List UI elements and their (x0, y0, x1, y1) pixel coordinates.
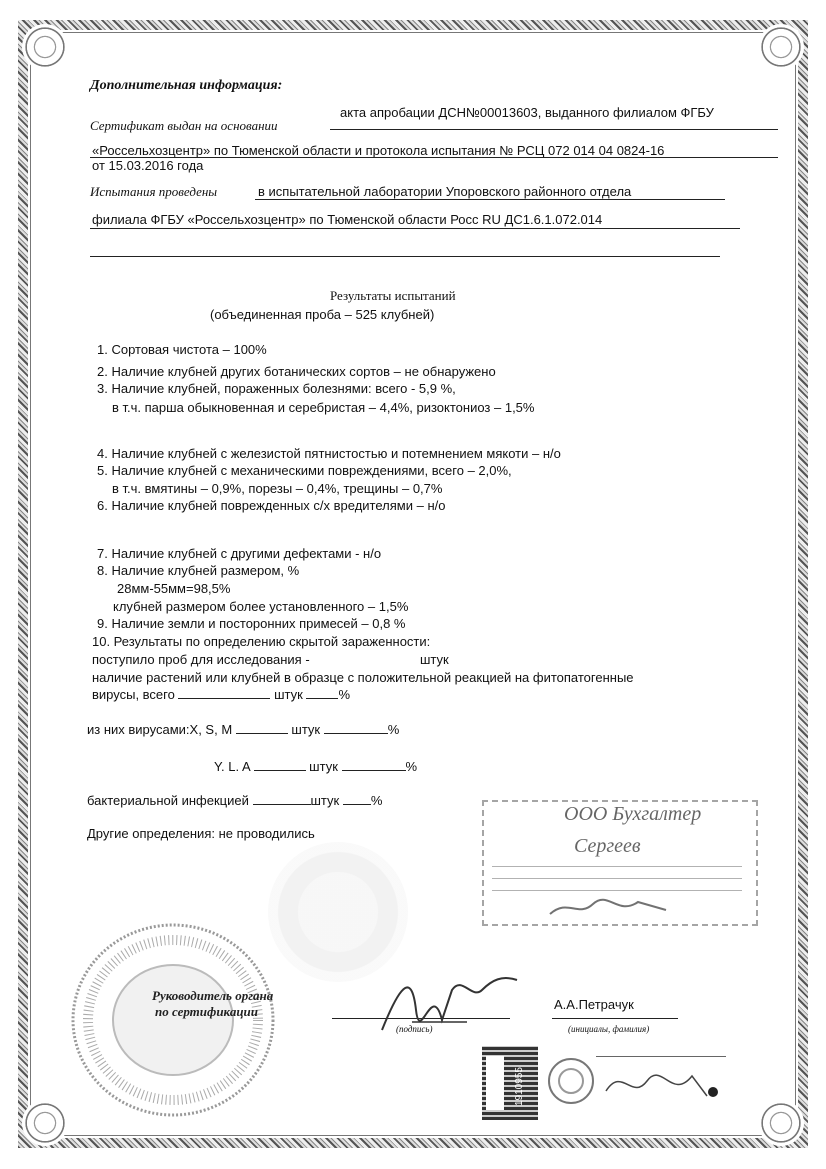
signature-caption: (подпись) (396, 1024, 433, 1034)
stamp-handwriting-2: Сергеев (574, 835, 641, 857)
faint-seal (268, 842, 408, 982)
results-subtitle: (объединенная проба – 525 клубней) (210, 307, 435, 322)
item-3: 3. Наличие клубней, пораженных болезнями: всего - 5,9 %, (97, 381, 456, 396)
item-3-details: в т.ч. парша обыкновенная и серебристая – 4,4%, ризоктониоз – 1,5% (112, 400, 535, 415)
item-10-positive: наличие растений или клубней в образце с положительной реакцией на фитопатогенные (92, 670, 634, 685)
corner-ornament-icon (22, 24, 68, 70)
stamp-signature-icon (548, 896, 668, 920)
item-8-size: 28мм-55мм=98,5% (117, 581, 231, 596)
tests-label: Испытания проведены (90, 184, 218, 199)
organization-seal-icon (68, 920, 278, 1120)
serial-number: 1910955 (514, 1067, 525, 1106)
item-10-samples-unit: штук (420, 652, 449, 667)
cert-line-2: «Россельхозцентр» по Тюменской области и протокола испытания № РСЦ 072 014 04 0824-16 (92, 143, 665, 158)
results-title: Результаты испытаний (330, 288, 456, 303)
item-10: 10. Результаты по определению скрытой зараженности: (92, 634, 431, 649)
item-7: 7. Наличие клубней с другими дефектами - н/о (97, 546, 382, 561)
handwritten-signature-icon (372, 970, 522, 1040)
item-10-viruses-total: вирусы, всего штук % (92, 687, 351, 702)
registration-signature-icon (602, 1061, 712, 1111)
item-2: 2. Наличие клубней других ботанических сортов – не обнаружено (97, 364, 496, 379)
item-5: 5. Наличие клубней с механическими повреждениями, всего – 2,0%, (97, 463, 512, 478)
tests-line-1: в испытательной лаборатории Упоровского районного отдела (258, 184, 632, 199)
item-8: 8. Наличие клубней размером, % (97, 563, 300, 578)
stamp-handwriting-1: ООО Бухгалтер (564, 803, 702, 825)
signatory-name: А.А.Петрачук (554, 997, 634, 1012)
corner-ornament-icon (758, 24, 804, 70)
fill-line (90, 228, 740, 229)
signatory-role-line-1: Руководитель органа (152, 988, 274, 1003)
name-caption: (инициалы, фамилия) (568, 1024, 650, 1034)
item-5-details: в т.ч. вмятины – 0,9%, порезы – 0,4%, трещины – 0,7% (112, 481, 443, 496)
other-determinations: Другие определения: не проводились (87, 826, 315, 841)
name-line (552, 1018, 678, 1019)
cert-label: Сертификат выдан на основании (90, 118, 278, 133)
certification-emblem-icon (546, 1056, 596, 1106)
item-9: 9. Наличие земли и посторонних примесей – 0,8 % (97, 616, 406, 631)
fill-line (255, 199, 725, 200)
hologram-serial-block (482, 1046, 538, 1120)
item-8-oversize: клубней размером более установленного – 1,5% (113, 599, 409, 614)
bacterial-infection: бактериальной инфекцией штук % (87, 793, 383, 808)
item-6: 6. Наличие клубней поврежденных с/х вредителями – н/о (97, 498, 446, 513)
fill-line (90, 256, 720, 257)
viruses-yla: Y. L. A штук % (214, 759, 418, 774)
section-title: Дополнительная информация: (90, 78, 283, 93)
fill-line (330, 129, 778, 130)
item-10-samples: поступило проб для исследования - (92, 652, 310, 667)
corner-ornament-icon (758, 1100, 804, 1146)
rect-stamp (482, 800, 758, 926)
viruses-xsm: из них вирусами:X, S, M штук % (87, 722, 400, 737)
corner-ornament-icon (22, 1100, 68, 1146)
cert-line-3: от 15.03.2016 года (92, 158, 204, 173)
tests-line-2: филиала ФГБУ «Россельхозцентр» по Тюменской области Росс RU ДС1.6.1.072.014 (92, 212, 603, 227)
item-4: 4. Наличие клубней с железистой пятнистостью и потемнением мякоти – н/о (97, 446, 561, 461)
registration-stamp (596, 1056, 726, 1121)
cert-line-1: акта апробации ДСН№00013603, выданного филиалом ФГБУ (340, 105, 714, 120)
signatory-role-line-2: по сертификации (155, 1004, 259, 1019)
item-1: 1. Сортовая чистота – 100% (97, 342, 267, 357)
